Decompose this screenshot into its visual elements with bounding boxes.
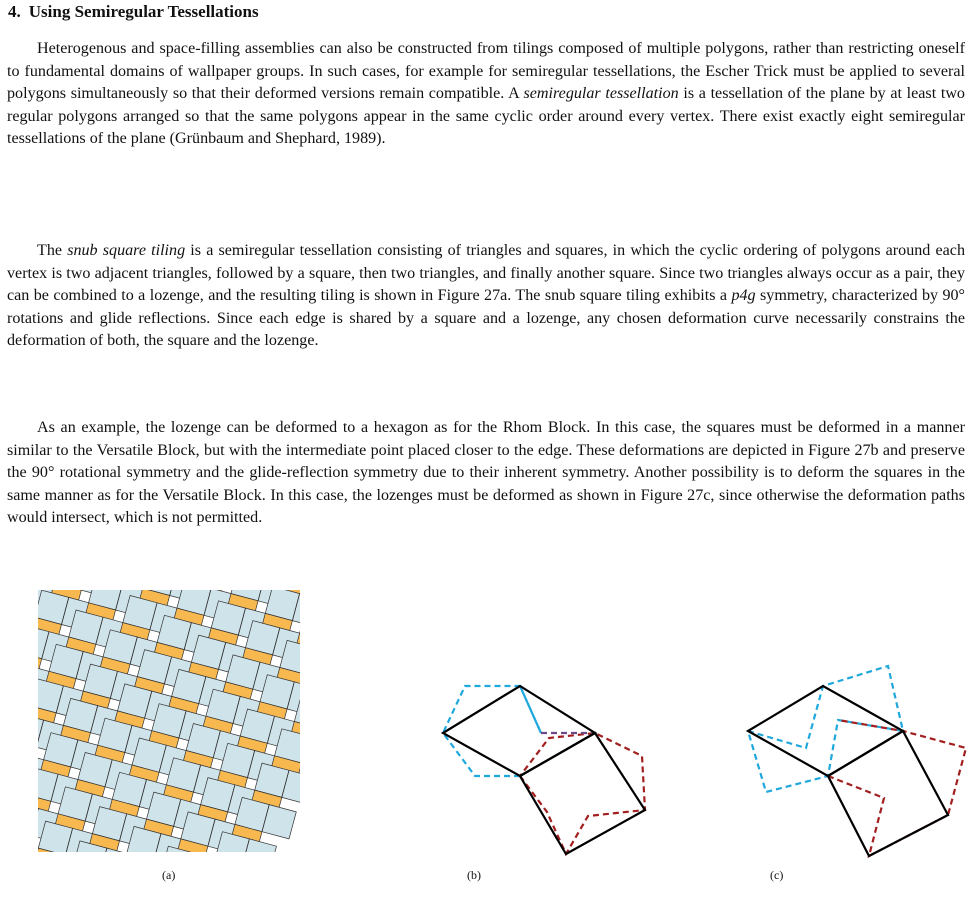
italic-term: p4g <box>731 287 756 304</box>
section-heading <box>8 2 267 22</box>
figure-caption-a: (a) <box>162 868 176 882</box>
red-deformed-square <box>828 720 966 856</box>
text-run: symmetry, characterized by 90° rotations and glide reflections. Since each edge is shared by a square and a lozenge, any chosen deformation curve necessarily constrains the deformation of both, the square and the lozenge. <box>7 287 965 349</box>
square-outline <box>828 731 948 856</box>
section-number: 4. <box>8 2 21 21</box>
section-title: Using Semiregular Tessellations <box>28 2 259 21</box>
red-deformed-square <box>520 733 645 854</box>
figure-a-snub-square-tiling <box>38 590 300 852</box>
text-run: As an example, the lozenge can be deformed to a hexagon as for the Rhom Block. In this case, the squares must be deformed in a manner similar to the Versatile Block, but with the intermediate point placed closer to the edge. These deformations are depicted in Figure 27b and preserve the 90° rotational symmetry and the glide-reflection symmetry due to their inherent symmetry. Another possibility is to deform the squares in the same manner as for the Versatile Block. In this case, the lozenges must be deformed as shown in Figure 27c, since otherwise the deformation paths would intersect, which is not permitted. <box>7 419 965 526</box>
paragraph-1 <box>7 38 965 151</box>
figure-b-hexagon-deformation <box>435 676 655 866</box>
paragraph-3 <box>7 417 965 530</box>
figure-c-versatile-deformation <box>738 658 970 866</box>
text-run: The <box>37 242 68 259</box>
text-run: is a tessellation of the plane by at least two regular polygons arranged so that the same polygons appear in the same cyclic order around every vertex. There exist exactly eight semiregular tessellations of the plane (Grünbaum and Shephard, 1989). <box>7 85 965 147</box>
text-run: is a semiregular tessellation consisting of triangles and squares, in which the cyclic ordering of polygons around each vertex is two adjacent triangles, followed by a square, then two triangles, and finally another square. Since two triangles always occur as a pair, they can be combined to a lozenge, and the resulting tiling is shown in Figure 27a. The snub square tiling exhibits a <box>7 242 965 304</box>
italic-term: semiregular tessellation <box>523 85 679 102</box>
text-run: Heterogenous and space-filling assemblies can also be constructed from tilings composed of multiple polygons, rather than restricting oneself to fundamental domains of wallpaper groups. In such cases, for example for semiregular tessellations, the Escher Trick must be applied to several polygons simultaneously so that their deformed versions remain compatible. A <box>7 40 965 102</box>
paragraph-2 <box>7 240 965 353</box>
figure-caption-c: (c) <box>770 868 784 882</box>
lozenge-outline <box>748 686 903 776</box>
figure-caption-b: (b) <box>467 868 481 882</box>
italic-term: snub square tiling <box>67 242 186 259</box>
cyan-deformed-lozenge <box>748 666 903 792</box>
